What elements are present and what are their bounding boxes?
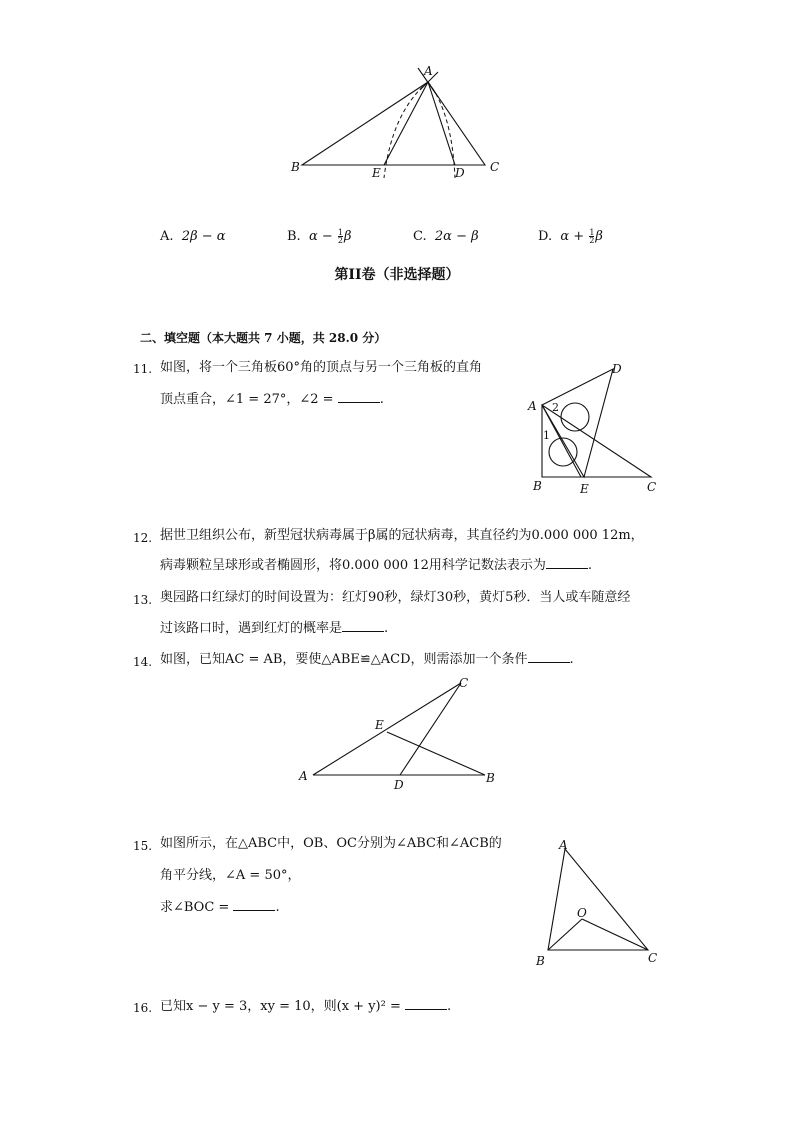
option-c[interactable]: [413, 229, 479, 244]
q15-label-c: C: [648, 951, 658, 965]
q11-label-a: A: [528, 399, 537, 413]
q11-label-e: E: [580, 482, 589, 496]
label-c: C: [490, 160, 500, 174]
q14-line1-wrap: [160, 650, 574, 670]
q11-answer-blank[interactable]: [338, 390, 380, 403]
q14-line1-end: .: [569, 652, 574, 667]
q14-figure: [295, 672, 505, 797]
option-b-num: 1: [337, 228, 343, 237]
q15-triangle-abc: [548, 849, 648, 950]
q11-label-b: B: [533, 479, 542, 493]
option-b[interactable]: [287, 229, 352, 244]
q14-segment-cd: [400, 683, 461, 775]
option-d[interactable]: [538, 229, 603, 244]
option-d-expr-pre: α +: [560, 229, 585, 244]
q11-right-triangle: [542, 405, 651, 477]
q11-label-d: D: [612, 362, 622, 376]
q15-label-a: A: [559, 838, 568, 852]
q11-line2-wrap: [160, 390, 384, 410]
segment-ad: [428, 82, 455, 165]
q15-line3: 求∠BOC =: [160, 900, 230, 915]
q16-line1: 已知x − y = 3，xy = 10，则(x + y)² =: [160, 999, 401, 1014]
q12-line2: 病毒颗粒呈球形或者椭圆形，将0.000 000 12用科学记数法表示为: [160, 558, 546, 573]
option-c-expr: 2α − β: [434, 229, 479, 244]
q14-label-a: A: [299, 769, 308, 783]
option-d-den: 2: [589, 236, 595, 245]
option-a-letter: A.: [160, 229, 174, 244]
option-a-expr: 2β − α: [181, 229, 226, 244]
section-header: 二、填空题（本大题共 7 小题，共 28.0 分）: [140, 331, 387, 345]
label-e: E: [372, 166, 381, 180]
q11-line2-end: .: [379, 392, 384, 407]
option-b-expr-post: β: [344, 229, 352, 244]
q11-angle-1: 1: [543, 429, 550, 442]
option-d-num: 1: [589, 228, 595, 237]
option-a[interactable]: [160, 229, 226, 244]
q14-answer-blank[interactable]: [528, 650, 570, 663]
q16-line1-wrap: [160, 997, 451, 1017]
q15-line3-wrap: [160, 898, 280, 918]
q16-answer-blank[interactable]: [405, 997, 447, 1010]
q14-label-e: E: [375, 718, 384, 732]
q13-line2-end: .: [384, 621, 389, 636]
q15-segment-oc: [582, 919, 648, 950]
q11-number: 11.: [133, 362, 153, 376]
q14-label-b: B: [486, 771, 495, 785]
option-d-letter: D.: [538, 229, 553, 244]
q14-label-d: D: [394, 778, 404, 792]
q15-number: 15.: [133, 839, 153, 853]
q12-line1: 据世卫组织公布，新型冠状病毒属于β属的冠状病毒，其直径约为0.000 000 12m，: [160, 528, 644, 543]
option-c-letter: C.: [413, 229, 427, 244]
q12-line2-end: .: [587, 558, 592, 573]
triangle-abc: [302, 82, 485, 165]
label-b: B: [291, 160, 300, 174]
label-a: A: [424, 64, 433, 78]
label-d: D: [455, 166, 465, 180]
q12-line2-wrap: [160, 556, 592, 576]
q16-line1-end: .: [447, 999, 452, 1014]
q15-segment-ob: [548, 919, 582, 950]
segment-ae: [384, 82, 428, 165]
q15-label-b: B: [536, 954, 545, 968]
triangle-figure-top: [280, 60, 520, 190]
q15-line2: 角平分线，∠A = 50°，: [160, 868, 301, 883]
option-b-fraction: [338, 229, 343, 244]
q15-answer-blank[interactable]: [233, 898, 275, 911]
q16-number: 16.: [133, 1001, 153, 1015]
q13-line2-wrap: [160, 619, 388, 639]
q12-number: 12.: [133, 531, 153, 545]
q15-line1: 如图所示，在△ABC中，OB、OC分别为∠ABC和∠ACB的: [160, 836, 502, 851]
option-d-fraction: [589, 229, 594, 244]
q15-line3-end: .: [275, 900, 280, 915]
q14-segment-ac: [313, 683, 461, 775]
arc-dashed-right: [428, 82, 455, 178]
q11-line1: 如图，将一个三角板60°角的顶点与另一个三角板的直角: [160, 360, 483, 375]
option-b-den: 2: [337, 236, 343, 245]
q15-figure: [530, 835, 670, 970]
q11-label-c: C: [647, 480, 657, 494]
option-d-expr-post: β: [595, 229, 603, 244]
q13-line2: 过该路口时，遇到红灯的概率是: [160, 621, 343, 636]
q11-figure: [525, 360, 670, 500]
q11-line2: 顶点重合，∠1 = 27°，∠2 =: [160, 392, 334, 407]
q14-segment-be: [387, 732, 485, 775]
option-b-letter: B.: [287, 229, 301, 244]
q14-label-c: C: [459, 676, 469, 690]
q15-label-o: O: [577, 906, 587, 920]
q13-number: 13.: [133, 593, 153, 607]
q12-answer-blank[interactable]: [546, 556, 588, 569]
q11-angle-2: 2: [552, 401, 559, 414]
option-b-expr-pre: α −: [308, 229, 333, 244]
q14-number: 14.: [133, 655, 153, 669]
q13-line1: 奥园路口红绿灯的时间设置为：红灯90秒，绿灯30秒，黄灯5秒．当人或车随意经: [160, 590, 631, 605]
part-title: 第II卷（非选择题）: [334, 267, 460, 283]
q14-line1: 如图，已知AC = AB，要使△ABE≌△ACD，则需添加一个条件: [160, 652, 528, 667]
q13-answer-blank[interactable]: [342, 619, 384, 632]
